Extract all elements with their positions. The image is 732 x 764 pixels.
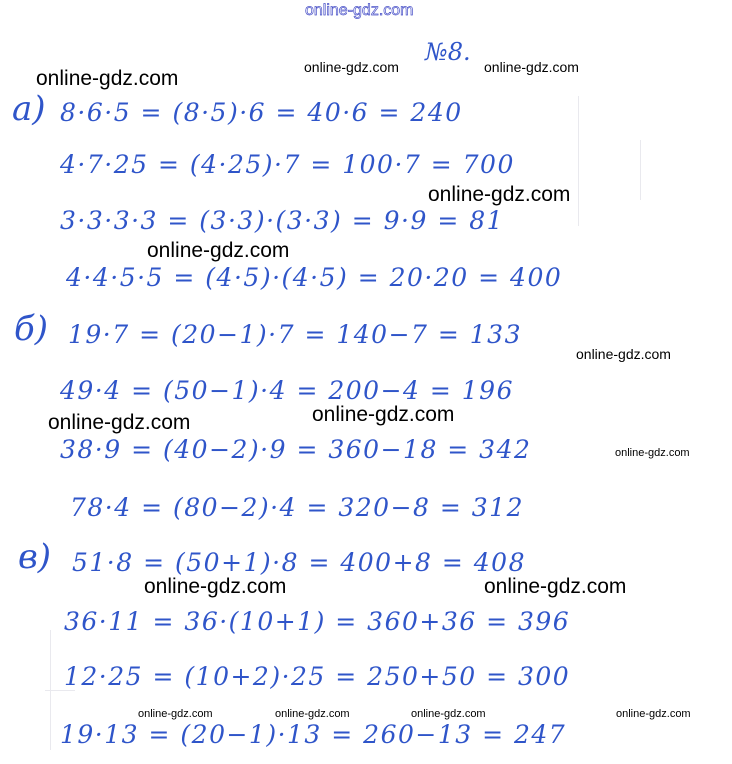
equation-line: 51·8 = (50+1)·8 = 400+8 = 408 bbox=[72, 548, 526, 577]
watermark: online-gdz.com bbox=[616, 708, 691, 720]
watermark: online-gdz.com bbox=[36, 67, 179, 90]
watermark: online-gdz.com bbox=[576, 346, 671, 362]
watermark: online-gdz.com bbox=[48, 411, 191, 434]
equation-line: 49·4 = (50−1)·4 = 200−4 = 196 bbox=[60, 376, 514, 405]
watermark: online-gdz.com bbox=[304, 59, 399, 75]
watermark: online-gdz.com bbox=[428, 183, 571, 206]
watermark: online-gdz.com bbox=[312, 403, 455, 426]
equation-line: 78·4 = (80−2)·4 = 320−8 = 312 bbox=[70, 493, 524, 522]
watermark: online-gdz.com bbox=[138, 708, 213, 720]
section-label-a: а) bbox=[12, 89, 46, 129]
equation-line: 19·7 = (20−1)·7 = 140−7 = 133 bbox=[68, 320, 522, 349]
watermark: online-gdz.com bbox=[144, 575, 287, 598]
faint-grid-line bbox=[578, 96, 579, 226]
equation-line: 4·7·25 = (4·25)·7 = 100·7 = 700 bbox=[60, 150, 515, 179]
equation-line: 8·6·5 = (8·5)·6 = 40·6 = 240 bbox=[60, 98, 463, 127]
equation-line: 12·25 = (10+2)·25 = 250+50 = 300 bbox=[64, 662, 571, 691]
section-label-b: б) bbox=[14, 309, 49, 349]
problem-number: №8. bbox=[425, 38, 471, 66]
section-label-v: в) bbox=[18, 537, 52, 577]
equation-line: 38·9 = (40−2)·9 = 360−18 = 342 bbox=[60, 435, 532, 464]
watermark: online-gdz.com bbox=[275, 708, 350, 720]
equation-line: 4·4·5·5 = (4·5)·(4·5) = 20·20 = 400 bbox=[66, 263, 563, 292]
site-watermark-top: online-gdz.com bbox=[305, 2, 414, 19]
watermark: online-gdz.com bbox=[484, 575, 627, 598]
faint-grid-line bbox=[640, 140, 641, 200]
watermark: online-gdz.com bbox=[411, 708, 486, 720]
watermark: online-gdz.com bbox=[615, 447, 690, 459]
equation-line: 3·3·3·3 = (3·3)·(3·3) = 9·9 = 81 bbox=[60, 206, 505, 235]
equation-line: 19·13 = (20−1)·13 = 260−13 = 247 bbox=[60, 720, 567, 749]
watermark: online-gdz.com bbox=[484, 59, 579, 75]
watermark: online-gdz.com bbox=[147, 239, 290, 262]
equation-line: 36·11 = 36·(10+1) = 360+36 = 396 bbox=[64, 607, 571, 636]
